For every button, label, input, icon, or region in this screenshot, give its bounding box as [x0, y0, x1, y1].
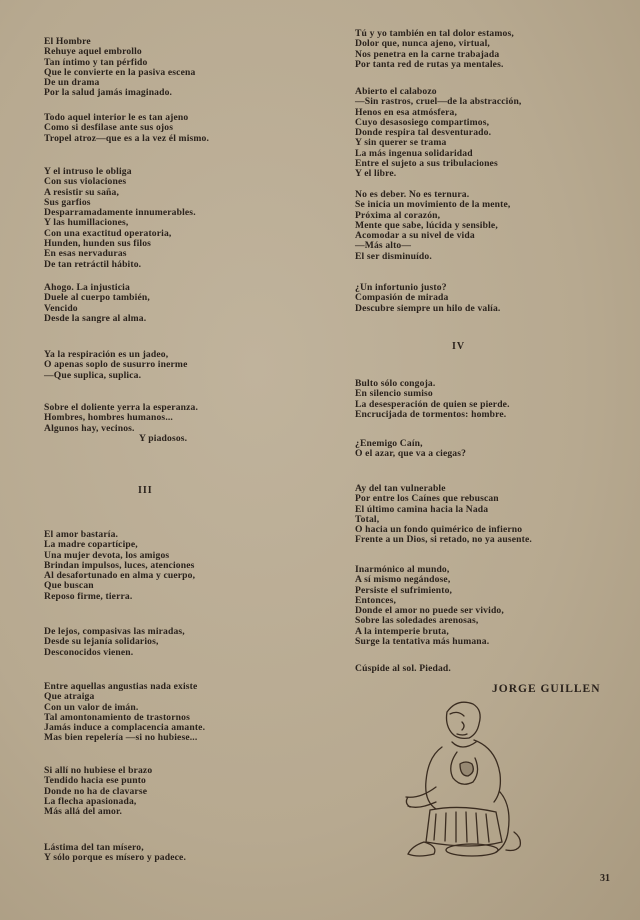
poem-line: Ahogo. La injusticia	[44, 282, 130, 293]
poem-line: Hunden, hunden sus filos	[44, 238, 152, 250]
poem-line: Cúspide al sol. Piedad.	[355, 663, 451, 674]
poem-line: Nos penetra en la carne trabajada	[355, 48, 500, 60]
poem-line: —Más alto—	[355, 240, 412, 252]
poem-line: O hacia un fondo quimérico de infierno	[355, 524, 523, 536]
poem-line: Surge la tentativa más humana.	[355, 636, 490, 648]
poem-line: Por tanta red de rutas ya mentales.	[355, 58, 504, 70]
page-number: 31	[600, 873, 610, 884]
poem-line: El Hombre	[44, 36, 91, 47]
stanza	[355, 379, 510, 420]
poem-line: Lástima del tan mísero,	[44, 842, 144, 853]
poem-line: A la intemperie bruta,	[355, 625, 449, 637]
stanza	[44, 403, 198, 444]
poem-line: Dolor que, nunca ajeno, virtual,	[355, 38, 490, 50]
poem-line: El último camina hacia la Nada	[355, 503, 489, 515]
poem-line: Tal amontonamiento de trastornos	[44, 711, 190, 723]
poem-line: O apenas soplo de susurro inerme	[44, 359, 188, 371]
poem-line: Y sin querer se trama	[355, 137, 447, 149]
poem-line: De lejos, compasivas las miradas,	[44, 626, 185, 637]
poem-line: Ya la respiración es un jadeo,	[44, 349, 169, 360]
poem-line: Donde el amor no puede ser vivido,	[355, 605, 504, 617]
poem-line: De un drama	[44, 77, 100, 89]
stanza	[355, 439, 466, 460]
poem-line: O el azar, que va a ciegas?	[355, 448, 467, 460]
stanza	[44, 766, 152, 817]
stanza	[44, 37, 195, 99]
stanza	[44, 530, 195, 602]
poem-line: —Sin rastros, cruel—de la abstracción,	[355, 96, 522, 108]
poem-line: Y el intruso le obliga	[44, 166, 132, 177]
poem-line: Mas bien repelería —si no hubiese...	[44, 732, 198, 744]
stanza	[355, 29, 514, 70]
poem-line: Desconocidos vienen.	[44, 646, 134, 658]
poem-line: Y sólo porque es mísero y padece.	[44, 852, 187, 864]
section-heading-iii: III	[138, 485, 153, 496]
poem-line: Tan íntimo y tan pérfido	[44, 56, 148, 68]
poem-line: La desesperación de quien se pierde.	[355, 398, 510, 410]
poem-line: Abierto el calabozo	[355, 86, 437, 97]
poem-line: La flecha apasionada,	[44, 795, 137, 807]
poem-line: Por entre los Caínes que rebuscan	[355, 493, 499, 505]
poem-line: Que buscan	[44, 580, 94, 592]
poem-line: Acomodar a su nivel de vida	[355, 230, 475, 242]
poem-line: Total,	[355, 513, 380, 525]
poem-line: Próxima al corazón,	[355, 209, 441, 221]
poem-line: Vencido	[44, 302, 78, 314]
poem-line: Donde respira tal desventurado.	[355, 127, 492, 139]
poem-line: Con sus violaciones	[44, 176, 127, 188]
poem-line: Donde no ha de clavarse	[44, 785, 148, 797]
poem-line: Se inicia un movimiento de la mente,	[355, 199, 511, 211]
stanza	[355, 664, 451, 674]
poem-line: Desparramadamente innumerables.	[44, 207, 196, 219]
poem-line: Con un valor de imán.	[44, 701, 139, 713]
poem-line: Que atraiga	[44, 691, 95, 703]
poem-line: Por la salud jamás imaginado.	[44, 87, 173, 99]
poem-line: ¿Un infortunio justo?	[355, 282, 447, 293]
poem-line: Sobre las soledades arenosas,	[355, 615, 479, 627]
poem-line: Más allá del amor.	[44, 806, 123, 818]
poem-line: El amor bastaría.	[44, 529, 119, 540]
poem-line: Al desafortunado en alma y cuerpo,	[44, 570, 196, 582]
section-heading-iv: IV	[452, 341, 466, 352]
poem-line: Tú y yo también en tal dolor estamos,	[355, 28, 514, 39]
poem-line: Duele al cuerpo también,	[44, 292, 150, 304]
poem-line: —Que suplica, suplica.	[44, 369, 142, 381]
poem-line: Como si desfilase ante sus ojos	[44, 122, 174, 134]
poem-line: En esas nervaduras	[44, 248, 127, 260]
poem-line: Henos en esa atmósfera,	[355, 106, 458, 118]
poem-line: Entre el sujeto a sus tribulaciones	[355, 158, 498, 170]
stanza	[355, 283, 500, 314]
poem-line: Reposo firme, tierra.	[44, 590, 133, 602]
poem-line: Desde la sangre al alma.	[44, 312, 147, 324]
poem-line: Jamás induce a complacencia amante.	[44, 722, 206, 734]
poem-line: Si allí no hubiese el brazo	[44, 765, 153, 776]
poem-line: Que le convierte en la pasiva escena	[44, 66, 196, 78]
stanza	[44, 350, 187, 381]
poem-line: De tan retráctil hábito.	[44, 258, 142, 270]
poem-line: Frente a un Dios, si retado, no ya ausente.	[355, 534, 532, 546]
poem-line: Ay del tan vulnerable	[355, 483, 446, 494]
poem-line: ¿Enemigo Caín,	[355, 438, 423, 449]
poem-line: Encrucijada de tormentos: hombre.	[355, 408, 507, 420]
poem-line: Sobre el doliente yerra la esperanza.	[44, 402, 199, 413]
poem-line: Entre aquellas angustias nada existe	[44, 681, 198, 692]
poem-line: A sí mismo negándose,	[355, 574, 451, 586]
poem-line: Rehuye aquel embrollo	[44, 46, 142, 58]
poem-line: A resistir su saña,	[44, 186, 119, 198]
poem-line: Algunos hay, vecinos.	[44, 422, 135, 434]
poem-line: En silencio sumiso	[355, 388, 433, 400]
poem-line: Desde su lejanía solidarios,	[44, 636, 159, 648]
stanza	[44, 283, 150, 324]
poem-line: Y piadosos.	[139, 432, 188, 444]
poem-line: Inarmónico al mundo,	[355, 564, 450, 575]
stanza	[355, 190, 510, 262]
poem-line: Compasión de mirada	[355, 292, 449, 304]
stanza	[355, 87, 521, 180]
poem-line: La madre copartícipe,	[44, 539, 138, 551]
poem-line: Tropel atroz—que es a la vez él mismo.	[44, 132, 210, 144]
poem-line: No es deber. No es ternura.	[355, 189, 470, 200]
poem-line: Mente que sabe, lúcida y sensible,	[355, 219, 498, 231]
stanza	[44, 167, 196, 270]
poem-line: Y las humillaciones,	[44, 217, 129, 229]
stanza	[355, 484, 532, 546]
poem-line: Descubre siempre un hilo de valía.	[355, 302, 501, 314]
stanza	[44, 682, 205, 744]
poem-line: El ser disminuído.	[355, 250, 432, 262]
poem-line: Brindan impulsos, luces, atenciones	[44, 559, 195, 571]
poem-line: Con una exactitud operatoria,	[44, 227, 172, 239]
poem-line: Entonces,	[355, 594, 397, 606]
poem-line: Hombres, hombres humanos...	[44, 412, 173, 424]
poem-line: La más ingenua solidaridad	[355, 147, 473, 159]
stanza	[44, 627, 185, 658]
poem-line: Cuyo desasosiego compartimos,	[355, 116, 490, 128]
poem-line: Una mujer devota, los amigos	[44, 549, 170, 561]
stanza	[44, 843, 186, 864]
poem-line: Sus garfios	[44, 196, 91, 208]
poem-line: Y el libre.	[355, 168, 397, 180]
stanza	[355, 565, 504, 647]
stanza	[44, 113, 209, 144]
author-name: JORGE GUILLEN	[492, 683, 601, 695]
poem-line: Todo aquel interior le es tan ajeno	[44, 112, 189, 123]
seated-figure-illustration	[402, 692, 527, 862]
poem-line: Persiste el sufrimiento,	[355, 584, 453, 596]
poem-line: Bulto sólo congoja.	[355, 378, 436, 389]
poem-line: Tendido hacia ese punto	[44, 775, 146, 787]
